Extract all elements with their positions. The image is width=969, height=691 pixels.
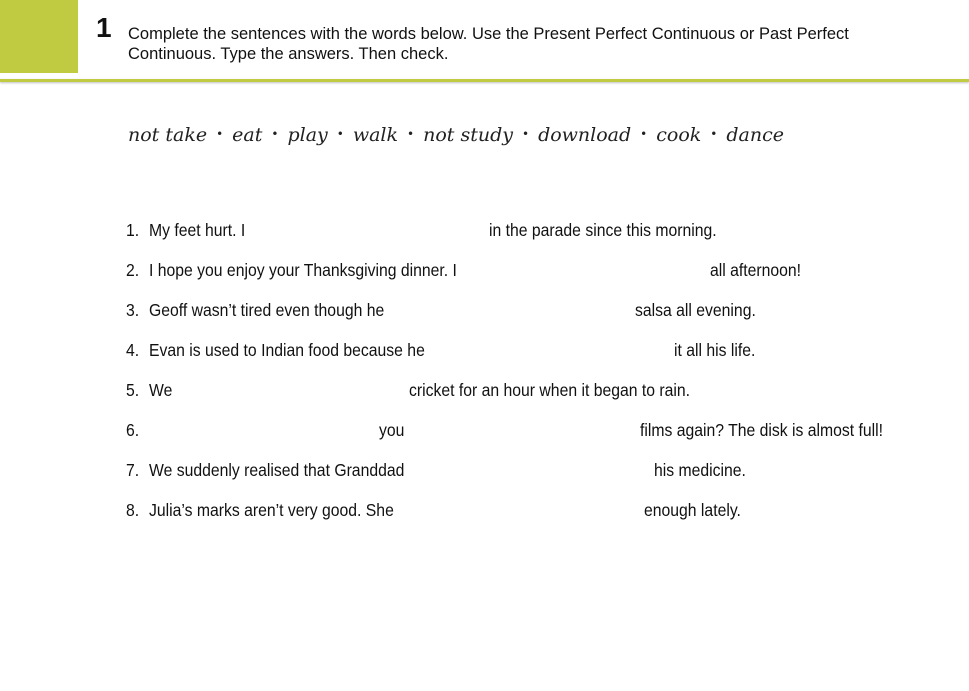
sentence-number: 5. [126, 380, 140, 400]
bullet-separator: • [710, 127, 718, 141]
word-bank-item: not study [423, 124, 513, 146]
word-bank-item: walk [352, 124, 399, 146]
bullet-separator: • [271, 127, 279, 141]
exercise-number: 1 [96, 12, 112, 43]
header-divider [0, 79, 969, 82]
word-bank [128, 124, 784, 146]
word-bank-item: download [538, 124, 632, 146]
answer-input-6a[interactable] [149, 417, 375, 445]
sentence-text: his medicine. [654, 460, 746, 480]
sentence-text: We [149, 380, 173, 400]
sentence-number: 8. [126, 500, 140, 520]
bullet-separator: • [336, 127, 344, 141]
sentence-text: enough lately. [644, 500, 741, 520]
answer-input-8[interactable] [416, 497, 642, 525]
sentence-number: 6. [126, 420, 140, 440]
bullet-separator: • [407, 127, 415, 141]
sentence-text: cricket for an hour when it began to rain. [409, 380, 691, 400]
sentence-number: 2. [126, 260, 140, 280]
sentence-text: films again? The disk is almost full! [640, 420, 884, 440]
bullet-separator: • [216, 127, 224, 141]
answer-input-2[interactable] [482, 257, 708, 285]
sentence-text: in the parade since this morning. [489, 220, 717, 240]
sentence-number: 1. [126, 220, 140, 240]
bullet-separator: • [521, 127, 530, 141]
sentence-text: Geoff wasn’t tired even though he [149, 300, 385, 320]
sentence-text: I hope you enjoy your Thanksgiving dinner. I [149, 260, 457, 280]
answer-input-6b[interactable] [412, 417, 638, 445]
sentence-text: My feet hurt. I [149, 220, 246, 240]
answer-input-4[interactable] [446, 337, 672, 365]
sentence-number: 7. [126, 460, 140, 480]
sentence-text: all afternoon! [710, 260, 802, 280]
sentence-text: salsa all evening. [635, 300, 756, 320]
bullet-separator: • [640, 127, 648, 141]
exercise-instructions: Complete the sentences with the words below. Use the Present Perfect Continuous or Past Perfect Continuous. Type the answers. Then check. [128, 25, 849, 63]
answer-input-1[interactable] [262, 217, 488, 245]
sentence-text: Evan is used to Indian food because he [149, 340, 425, 360]
sentence-text: We suddenly realised that Granddad [149, 460, 405, 480]
sentence-text: you [379, 420, 405, 440]
sentence-number: 4. [126, 340, 140, 360]
sentence-text: Julia’s marks aren’t very good. She [149, 500, 394, 520]
answer-input-5[interactable] [180, 377, 406, 405]
exercise-accent-tab [0, 0, 78, 73]
word-bank-item: not take [128, 124, 208, 146]
answer-input-7[interactable] [426, 457, 652, 485]
answer-input-3[interactable] [408, 297, 634, 325]
word-bank-item: cook [656, 124, 702, 146]
word-bank-item: eat [232, 124, 263, 146]
sentence-text: it all his life. [674, 340, 756, 360]
word-bank-item: dance [726, 124, 784, 146]
sentence-number: 3. [126, 300, 140, 320]
word-bank-item: play [287, 124, 328, 146]
